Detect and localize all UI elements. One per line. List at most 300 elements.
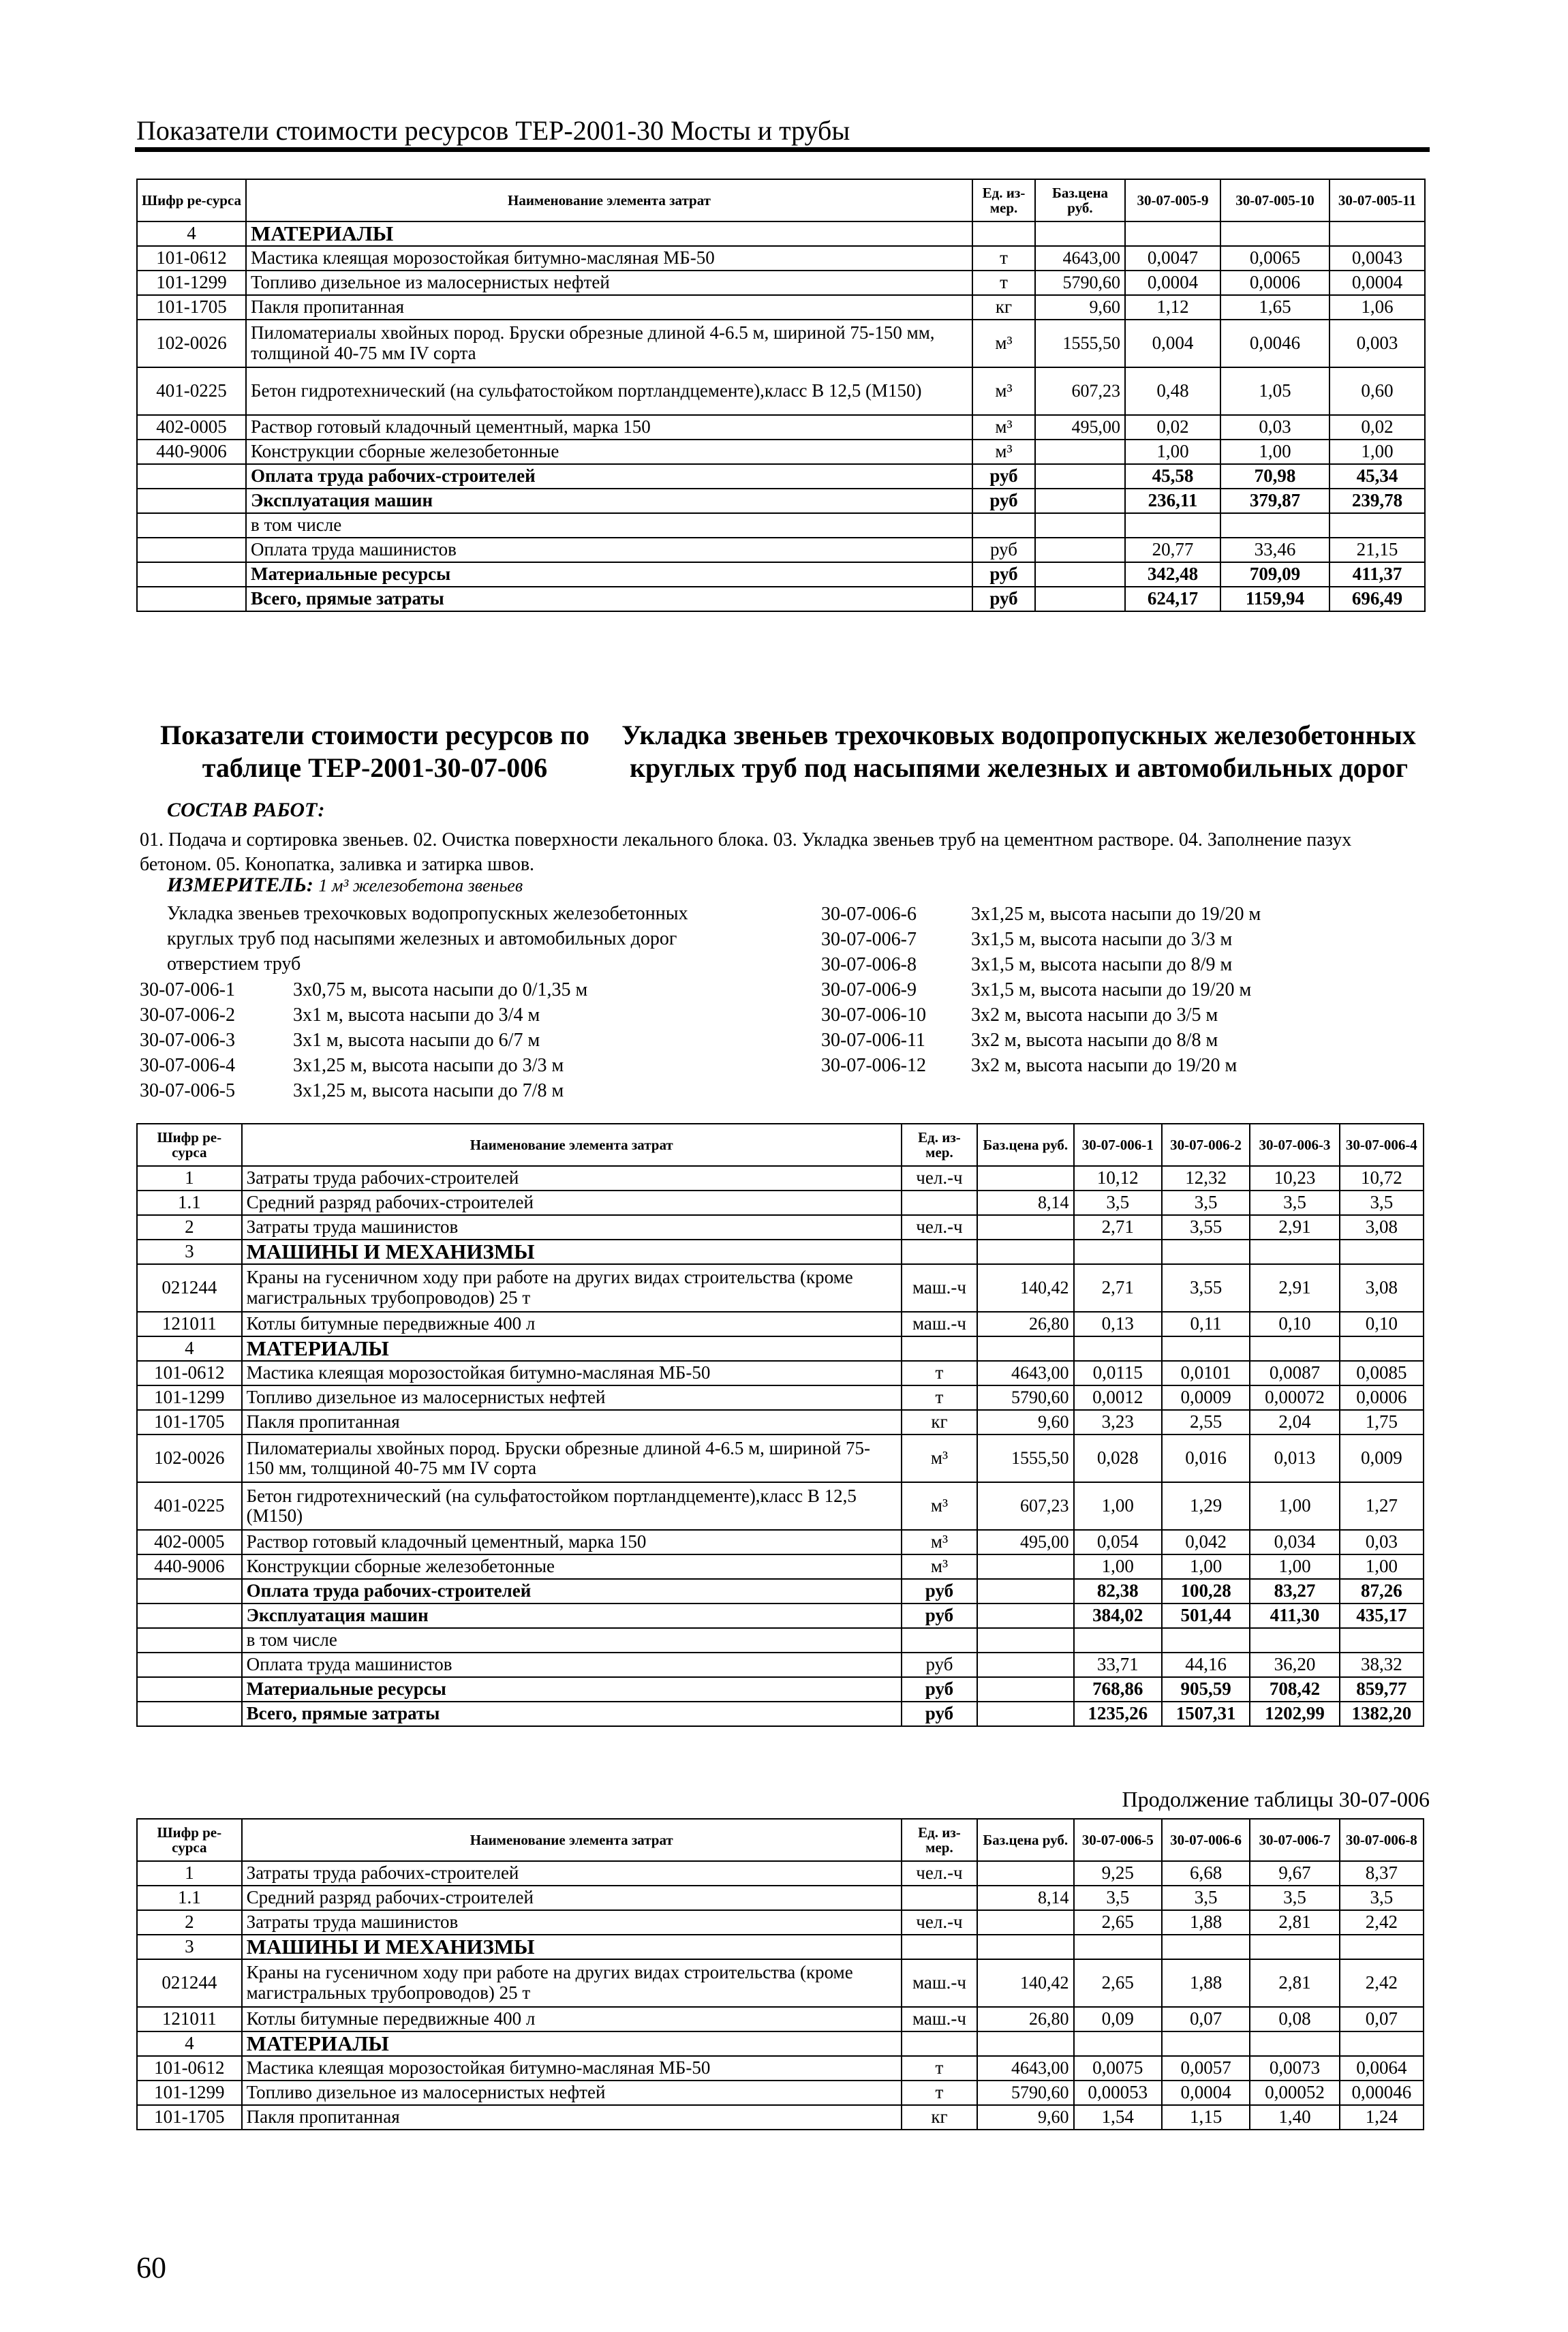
cell-price: 140,42 bbox=[977, 1264, 1073, 1312]
cell-value: 0,0075 bbox=[1074, 2056, 1162, 2081]
code-list-item bbox=[140, 1053, 587, 1078]
cell-price bbox=[977, 1935, 1073, 1959]
header-code: Шифр ре-сурса bbox=[137, 1819, 242, 1861]
code-number: 30-07-006-11 bbox=[821, 1030, 925, 1051]
cell-value: 2,81 bbox=[1250, 1910, 1339, 1935]
cell-price bbox=[977, 1910, 1073, 1935]
cell-value: 342,48 bbox=[1125, 562, 1220, 587]
cell-value: 0,009 bbox=[1340, 1435, 1424, 1482]
cell-name: МАТЕРИАЛЫ bbox=[242, 2031, 902, 2056]
cell-name: в том числе bbox=[242, 1628, 902, 1653]
cell-unit: м³ bbox=[902, 1530, 977, 1554]
cell-price: 607,23 bbox=[1035, 367, 1125, 415]
code-list-item bbox=[821, 952, 1261, 977]
cell-value: 1,15 bbox=[1162, 2105, 1250, 2130]
cell-name: Конструкции сборные железобетонные bbox=[246, 440, 972, 464]
cell-value: 0,0043 bbox=[1329, 246, 1425, 271]
cell-code bbox=[137, 538, 246, 562]
cell-value: 411,37 bbox=[1329, 562, 1425, 587]
cell-value: 10,72 bbox=[1340, 1166, 1424, 1191]
cell-code bbox=[137, 489, 246, 513]
cell-value: 3,23 bbox=[1074, 1410, 1162, 1435]
cell-name: Краны на гусеничном ходу при работе на других видах строительства (кроме магистральных трубопроводов) 25 т bbox=[242, 1264, 902, 1312]
cell-unit: чел.-ч bbox=[902, 1910, 977, 1935]
cell-code: 4 bbox=[137, 2031, 242, 2056]
cell-value: 0,004 bbox=[1125, 320, 1220, 367]
code-description: 3х1,25 м, высота насыпи до 19/20 м bbox=[971, 904, 1261, 925]
cell-unit: м³ bbox=[902, 1554, 977, 1579]
cell-value: 0,0012 bbox=[1074, 1385, 1162, 1410]
cell-value: 0,0064 bbox=[1340, 2056, 1424, 2081]
code-number: 30-07-006-7 bbox=[821, 929, 917, 950]
code-list-left bbox=[140, 977, 587, 1103]
cell-value: 3,5 bbox=[1340, 1886, 1424, 1910]
cell-name: Оплата труда машинистов bbox=[242, 1653, 902, 1677]
cell-value: 1,00 bbox=[1250, 1554, 1339, 1579]
cell-value: 2,42 bbox=[1340, 1910, 1424, 1935]
cell-value: 3,5 bbox=[1162, 1191, 1250, 1215]
cell-code bbox=[137, 1604, 242, 1628]
cell-value: 1,00 bbox=[1250, 1482, 1339, 1530]
cell-code: 1.1 bbox=[137, 1191, 242, 1215]
cell-name: Котлы битумные передвижные 400 л bbox=[242, 1312, 902, 1336]
table-row bbox=[137, 2105, 1424, 2130]
table-row bbox=[137, 1191, 1424, 1215]
description: Укладка звеньев трехочковых водопропускных железобетонных круглых труб под насыпями железных и автомобильных дорог отверстием труб bbox=[167, 903, 688, 975]
table-row bbox=[137, 1410, 1424, 1435]
code-description: 3х2 м, высота насыпи до 8/8 м bbox=[971, 1030, 1218, 1051]
cell-value: 1,88 bbox=[1162, 1959, 1250, 2007]
cell-price: 495,00 bbox=[977, 1530, 1073, 1554]
cell-price bbox=[1035, 440, 1125, 464]
code-number: 30-07-006-8 bbox=[821, 954, 917, 975]
header-price: Баз.цена руб. bbox=[1035, 179, 1125, 221]
cell-unit bbox=[902, 2031, 977, 2056]
cell-value: 236,11 bbox=[1125, 489, 1220, 513]
header-rule bbox=[135, 147, 1430, 152]
table-row bbox=[137, 513, 1425, 538]
cell-value: 3,5 bbox=[1250, 1191, 1339, 1215]
header-unit: Ед. из-мер. bbox=[902, 1124, 977, 1166]
table-row bbox=[137, 1702, 1424, 1726]
cell-code: 440-9006 bbox=[137, 1554, 242, 1579]
cell-value bbox=[1162, 1240, 1250, 1264]
cell-unit: руб bbox=[902, 1604, 977, 1628]
cell-unit bbox=[902, 1935, 977, 1959]
cell-unit: руб bbox=[902, 1579, 977, 1604]
cell-value bbox=[1162, 1935, 1250, 1959]
cell-name: Оплата труда рабочих-строителей bbox=[246, 464, 972, 489]
table-row bbox=[137, 1554, 1424, 1579]
cell-name: Всего, прямые затраты bbox=[242, 1702, 902, 1726]
header-col: 30-07-005-10 bbox=[1220, 179, 1329, 221]
cell-value: 1,65 bbox=[1220, 295, 1329, 320]
cell-code: 101-1299 bbox=[137, 2081, 242, 2105]
cell-name: Раствор готовый кладочный цементный, марка 150 bbox=[246, 415, 972, 440]
cell-value: 0,11 bbox=[1162, 1312, 1250, 1336]
cell-name: Материальные ресурсы bbox=[246, 562, 972, 587]
cell-code bbox=[137, 587, 246, 611]
cell-value: 0,08 bbox=[1250, 2007, 1339, 2031]
cell-name: Мастика клеящая морозостойкая битумно-масляная МБ-50 bbox=[242, 2056, 902, 2081]
cell-value: 1,05 bbox=[1220, 367, 1329, 415]
cell-price: 140,42 bbox=[977, 1959, 1073, 2007]
cell-price: 4643,00 bbox=[977, 1361, 1073, 1385]
cell-value: 0,013 bbox=[1250, 1435, 1339, 1482]
code-number: 30-07-006-9 bbox=[821, 979, 917, 1000]
cell-code: 021244 bbox=[137, 1264, 242, 1312]
cell-code: 101-1705 bbox=[137, 295, 246, 320]
section-row bbox=[137, 1336, 1424, 1361]
cell-value: 1507,31 bbox=[1162, 1702, 1250, 1726]
code-description: 3х1 м, высота насыпи до 3/4 м bbox=[293, 1004, 540, 1026]
cell-value: 2,81 bbox=[1250, 1959, 1339, 2007]
cell-price: 4643,00 bbox=[1035, 246, 1125, 271]
table-row bbox=[137, 1530, 1424, 1554]
cell-value: 0,0073 bbox=[1250, 2056, 1339, 2081]
cell-name: Пакля пропитанная bbox=[242, 2105, 902, 2130]
cell-value bbox=[1074, 2031, 1162, 2056]
cell-value bbox=[1125, 221, 1220, 246]
table-row bbox=[137, 1910, 1424, 1935]
cell-code: 4 bbox=[137, 221, 246, 246]
cell-value: 0,10 bbox=[1250, 1312, 1339, 1336]
cell-name: Топливо дизельное из малосернистых нефтей bbox=[242, 2081, 902, 2105]
page-number: 60 bbox=[136, 2251, 166, 2284]
cell-value: 708,42 bbox=[1250, 1677, 1339, 1702]
header-code: Шифр ре-сурса bbox=[137, 179, 246, 221]
cell-value bbox=[1162, 2031, 1250, 2056]
header-code: Шифр ре-сурса bbox=[137, 1124, 242, 1166]
cell-price: 5790,60 bbox=[977, 2081, 1073, 2105]
cell-value bbox=[1250, 1935, 1339, 1959]
cell-value: 2,42 bbox=[1340, 1959, 1424, 2007]
code-number: 30-07-006-4 bbox=[140, 1055, 235, 1076]
cell-value: 1,88 bbox=[1162, 1910, 1250, 1935]
header-price: Баз.цена руб. bbox=[977, 1819, 1073, 1861]
table-row bbox=[137, 1166, 1424, 1191]
cell-value: 0,0004 bbox=[1125, 271, 1220, 295]
code-list-item bbox=[821, 1028, 1261, 1053]
cell-value: 2,65 bbox=[1074, 1959, 1162, 2007]
cell-unit: руб bbox=[972, 489, 1035, 513]
resource-table-006-b bbox=[136, 1818, 1424, 2130]
cell-value bbox=[1074, 1336, 1162, 1361]
table-row bbox=[137, 1861, 1424, 1886]
cell-code: 101-1299 bbox=[137, 271, 246, 295]
sostav-label: СОСТАВ РАБОТ: bbox=[167, 799, 325, 821]
cell-value bbox=[1162, 1336, 1250, 1361]
table-row bbox=[137, 464, 1425, 489]
table-row bbox=[137, 1886, 1424, 1910]
cell-unit: чел.-ч bbox=[902, 1861, 977, 1886]
header-name: Наименование элемента затрат bbox=[242, 1819, 902, 1861]
cell-value: 0,0046 bbox=[1220, 320, 1329, 367]
cell-value: 2,91 bbox=[1250, 1215, 1339, 1240]
cell-value: 83,27 bbox=[1250, 1579, 1339, 1604]
cell-price bbox=[1035, 464, 1125, 489]
table-row bbox=[137, 320, 1425, 367]
cell-price: 26,80 bbox=[977, 2007, 1073, 2031]
cell-unit bbox=[902, 1240, 977, 1264]
cell-name: Котлы битумные передвижные 400 л bbox=[242, 2007, 902, 2031]
cell-value: 2,91 bbox=[1250, 1264, 1339, 1312]
cell-unit: м³ bbox=[902, 1482, 977, 1530]
cell-unit: м³ bbox=[902, 1435, 977, 1482]
cell-code: 2 bbox=[137, 1215, 242, 1240]
code-list-item bbox=[140, 1028, 587, 1053]
cell-code: 121011 bbox=[137, 1312, 242, 1336]
section-title-left: Показатели стоимости ресурсов по таблице ТЕР-2001-30-07-006 bbox=[160, 720, 589, 783]
code-list-item bbox=[140, 1002, 587, 1028]
cell-value: 100,28 bbox=[1162, 1579, 1250, 1604]
header-col: 30-07-006-1 bbox=[1074, 1124, 1162, 1166]
table-row bbox=[137, 1604, 1424, 1628]
cell-value bbox=[1074, 1628, 1162, 1653]
cell-unit: м³ bbox=[972, 415, 1035, 440]
code-number: 30-07-006-2 bbox=[140, 1004, 235, 1026]
cell-code: 401-0225 bbox=[137, 1482, 242, 1530]
cell-code: 021244 bbox=[137, 1959, 242, 2007]
table-row bbox=[137, 1312, 1424, 1336]
cell-name: Затраты труда машинистов bbox=[242, 1910, 902, 1935]
cell-value: 70,98 bbox=[1220, 464, 1329, 489]
cell-value: 0,13 bbox=[1074, 1312, 1162, 1336]
cell-code: 3 bbox=[137, 1240, 242, 1264]
cell-name: Эксплуатация машин bbox=[246, 489, 972, 513]
cell-value: 0,09 bbox=[1074, 2007, 1162, 2031]
cell-code: 401-0225 bbox=[137, 367, 246, 415]
cell-name: Материальные ресурсы bbox=[242, 1677, 902, 1702]
table-row bbox=[137, 271, 1425, 295]
cell-value: 2,65 bbox=[1074, 1910, 1162, 1935]
cell-name: Бетон гидротехнический (на сульфатостойком портландцементе),класс В 12,5 (М150) bbox=[246, 367, 972, 415]
cell-value: 1202,99 bbox=[1250, 1702, 1339, 1726]
cell-code: 101-0612 bbox=[137, 2056, 242, 2081]
cell-value: 0,0047 bbox=[1125, 246, 1220, 271]
cell-value: 6,68 bbox=[1162, 1861, 1250, 1886]
cell-value: 0,016 bbox=[1162, 1435, 1250, 1482]
cell-value: 3,55 bbox=[1162, 1264, 1250, 1312]
header-price: Баз.цена руб. bbox=[977, 1124, 1073, 1166]
cell-unit: маш.-ч bbox=[902, 1312, 977, 1336]
cell-value: 45,34 bbox=[1329, 464, 1425, 489]
cell-price bbox=[1035, 489, 1125, 513]
table-body bbox=[137, 221, 1425, 611]
cell-value: 1235,26 bbox=[1074, 1702, 1162, 1726]
cell-unit bbox=[902, 1628, 977, 1653]
cell-price: 495,00 bbox=[1035, 415, 1125, 440]
cell-value: 0,60 bbox=[1329, 367, 1425, 415]
cell-value bbox=[1340, 1628, 1424, 1653]
cell-code: 1.1 bbox=[137, 1886, 242, 1910]
cell-value: 1,40 bbox=[1250, 2105, 1339, 2130]
cell-name: МАШИНЫ И МЕХАНИЗМЫ bbox=[242, 1240, 902, 1264]
cell-value bbox=[1340, 1935, 1424, 1959]
cell-unit: маш.-ч bbox=[902, 2007, 977, 2031]
code-number: 30-07-006-1 bbox=[140, 979, 235, 1000]
cell-code: 101-1705 bbox=[137, 2105, 242, 2130]
cell-code: 3 bbox=[137, 1935, 242, 1959]
table-row bbox=[137, 1215, 1424, 1240]
code-number: 30-07-006-5 bbox=[140, 1080, 235, 1101]
table-row bbox=[137, 1653, 1424, 1677]
cell-name: Средний разряд рабочих-строителей bbox=[242, 1886, 902, 1910]
table-row bbox=[137, 1361, 1424, 1385]
cell-value: 3,08 bbox=[1340, 1215, 1424, 1240]
header-col: 30-07-005-9 bbox=[1125, 179, 1220, 221]
cell-value: 384,02 bbox=[1074, 1604, 1162, 1628]
cell-unit: т bbox=[972, 246, 1035, 271]
cell-value: 1,00 bbox=[1220, 440, 1329, 464]
cell-name: Мастика клеящая морозостойкая битумно-масляная МБ-50 bbox=[246, 246, 972, 271]
table-body bbox=[137, 1166, 1424, 1726]
cell-value: 1,54 bbox=[1074, 2105, 1162, 2130]
cell-name: Затраты труда рабочих-строителей bbox=[242, 1861, 902, 1886]
running-header: Показатели стоимости ресурсов ТЕР-2001-30 Мосты и трубы bbox=[136, 115, 850, 146]
code-description: 3х2 м, высота насыпи до 3/5 м bbox=[971, 1004, 1218, 1026]
cell-value bbox=[1074, 1935, 1162, 1959]
cell-value: 379,87 bbox=[1220, 489, 1329, 513]
cell-name: Бетон гидротехнический (на сульфатостойком портландцементе),класс В 12,5 (М150) bbox=[242, 1482, 902, 1530]
cell-value: 1,00 bbox=[1329, 440, 1425, 464]
code-description: 3х0,75 м, высота насыпи до 0/1,35 м bbox=[293, 979, 588, 1000]
header-name: Наименование элемента затрат bbox=[246, 179, 972, 221]
cell-price: 5790,60 bbox=[977, 1385, 1073, 1410]
cell-value: 1,75 bbox=[1340, 1410, 1424, 1435]
header-col: 30-07-006-2 bbox=[1162, 1124, 1250, 1166]
cell-unit: т bbox=[972, 271, 1035, 295]
cell-name: Всего, прямые затраты bbox=[246, 587, 972, 611]
sostav-text: 01. Подача и сортировка звеньев. 02. Очистка поверхности лекального блока. 03. Укладка звеньев труб на цементном растворе. 04. Заполнение пазух бетоном. 05. Конопатка, заливка и затирка швов. bbox=[140, 829, 1352, 876]
cell-code: 440-9006 bbox=[137, 440, 246, 464]
cell-unit: руб bbox=[902, 1677, 977, 1702]
code-list-item bbox=[821, 902, 1261, 927]
cell-value: 9,67 bbox=[1250, 1861, 1339, 1886]
header-unit: Ед. из-мер. bbox=[972, 179, 1035, 221]
cell-value: 1,00 bbox=[1340, 1554, 1424, 1579]
cell-code: 102-0026 bbox=[137, 320, 246, 367]
cell-name: Краны на гусеничном ходу при работе на других видах строительства (кроме магистральных трубопроводов) 25 т bbox=[242, 1959, 902, 2007]
cell-unit: маш.-ч bbox=[902, 1264, 977, 1312]
izmeritel-value: 1 м³ железобетона звеньев bbox=[318, 876, 523, 895]
cell-price bbox=[977, 1628, 1073, 1653]
cell-value: 435,17 bbox=[1340, 1604, 1424, 1628]
cell-value: 0,03 bbox=[1220, 415, 1329, 440]
cell-value bbox=[1074, 1240, 1162, 1264]
cell-code: 121011 bbox=[137, 2007, 242, 2031]
cell-code: 2 bbox=[137, 1910, 242, 1935]
cell-unit bbox=[902, 1886, 977, 1910]
cell-name: Пиломатериалы хвойных пород. Бруски обрезные длиной 4-6.5 м, шириной 75-150 мм, толщиной 40-75 мм IV сорта bbox=[246, 320, 972, 367]
section-row bbox=[137, 221, 1425, 246]
cell-name: Мастика клеящая морозостойкая битумно-масляная МБ-50 bbox=[242, 1361, 902, 1385]
table-row bbox=[137, 2056, 1424, 2081]
table-row bbox=[137, 2007, 1424, 2031]
cell-price bbox=[977, 1215, 1073, 1240]
cell-value: 0,042 bbox=[1162, 1530, 1250, 1554]
cell-price: 5790,60 bbox=[1035, 271, 1125, 295]
cell-code: 102-0026 bbox=[137, 1435, 242, 1482]
code-description: 3х1 м, высота насыпи до 6/7 м bbox=[293, 1030, 540, 1051]
cell-code bbox=[137, 1677, 242, 1702]
cell-value: 0,028 bbox=[1074, 1435, 1162, 1482]
table-row bbox=[137, 562, 1425, 587]
cell-unit: чел.-ч bbox=[902, 1215, 977, 1240]
code-description: 3х1,25 м, высота насыпи до 7/8 м bbox=[293, 1080, 564, 1101]
cell-value: 0,0101 bbox=[1162, 1361, 1250, 1385]
cell-value: 3,5 bbox=[1074, 1191, 1162, 1215]
cell-unit: маш.-ч bbox=[902, 1959, 977, 2007]
cell-value: 624,17 bbox=[1125, 587, 1220, 611]
header-col: 30-07-006-4 bbox=[1340, 1124, 1424, 1166]
cell-value: 12,32 bbox=[1162, 1166, 1250, 1191]
cell-value: 1,00 bbox=[1074, 1482, 1162, 1530]
table-row bbox=[137, 587, 1425, 611]
cell-value: 905,59 bbox=[1162, 1677, 1250, 1702]
cell-name: Затраты труда рабочих-строителей bbox=[242, 1166, 902, 1191]
table-row bbox=[137, 295, 1425, 320]
cell-value: 36,20 bbox=[1250, 1653, 1339, 1677]
cell-unit bbox=[972, 513, 1035, 538]
cell-code: 101-1299 bbox=[137, 1385, 242, 1410]
cell-value: 1382,20 bbox=[1340, 1702, 1424, 1726]
header-name: Наименование элемента затрат bbox=[242, 1124, 902, 1166]
cell-value: 1,00 bbox=[1125, 440, 1220, 464]
izmeritel-label: ИЗМЕРИТЕЛЬ: bbox=[167, 874, 313, 896]
cell-value: 0,00046 bbox=[1340, 2081, 1424, 2105]
cell-value: 1,12 bbox=[1125, 295, 1220, 320]
cell-price bbox=[1035, 538, 1125, 562]
cell-value: 3,5 bbox=[1340, 1191, 1424, 1215]
cell-price bbox=[977, 1240, 1073, 1264]
cell-code bbox=[137, 513, 246, 538]
cell-value: 0,02 bbox=[1329, 415, 1425, 440]
cell-value bbox=[1329, 221, 1425, 246]
cell-value: 2,55 bbox=[1162, 1410, 1250, 1435]
cell-value: 0,00072 bbox=[1250, 1385, 1339, 1410]
cell-unit: руб bbox=[902, 1702, 977, 1726]
header-unit: Ед. из-мер. bbox=[902, 1819, 977, 1861]
code-description: 3х1,5 м, высота насыпи до 3/3 м bbox=[971, 929, 1233, 950]
table-row bbox=[137, 1628, 1424, 1653]
cell-unit: руб bbox=[972, 538, 1035, 562]
table-row bbox=[137, 440, 1425, 464]
section-row bbox=[137, 2031, 1424, 2056]
code-list-item bbox=[821, 1053, 1261, 1078]
cell-value: 3,5 bbox=[1074, 1886, 1162, 1910]
header-col: 30-07-006-3 bbox=[1250, 1124, 1339, 1166]
table-row bbox=[137, 1385, 1424, 1410]
code-number: 30-07-006-6 bbox=[821, 904, 917, 925]
cell-name: Оплата труда машинистов bbox=[246, 538, 972, 562]
code-list-item bbox=[821, 927, 1261, 952]
table-row bbox=[137, 415, 1425, 440]
code-description: 3х1,5 м, высота насыпи до 8/9 м bbox=[971, 954, 1233, 975]
cell-price: 8,14 bbox=[977, 1886, 1073, 1910]
table-row bbox=[137, 1677, 1424, 1702]
cell-code bbox=[137, 1653, 242, 1677]
section-title-right: Укладка звеньев трехочковых водопропускных железобетонных круглых труб под насыпями железных и автомобильных дорог bbox=[621, 720, 1416, 783]
cell-value bbox=[1329, 513, 1425, 538]
cell-unit bbox=[972, 221, 1035, 246]
cell-price bbox=[1035, 587, 1125, 611]
cell-name: МАТЕРИАЛЫ bbox=[246, 221, 972, 246]
code-list-item bbox=[140, 977, 587, 1002]
izmeritel bbox=[167, 874, 523, 897]
cell-unit: т bbox=[902, 1361, 977, 1385]
cell-value: 0,03 bbox=[1340, 1530, 1424, 1554]
